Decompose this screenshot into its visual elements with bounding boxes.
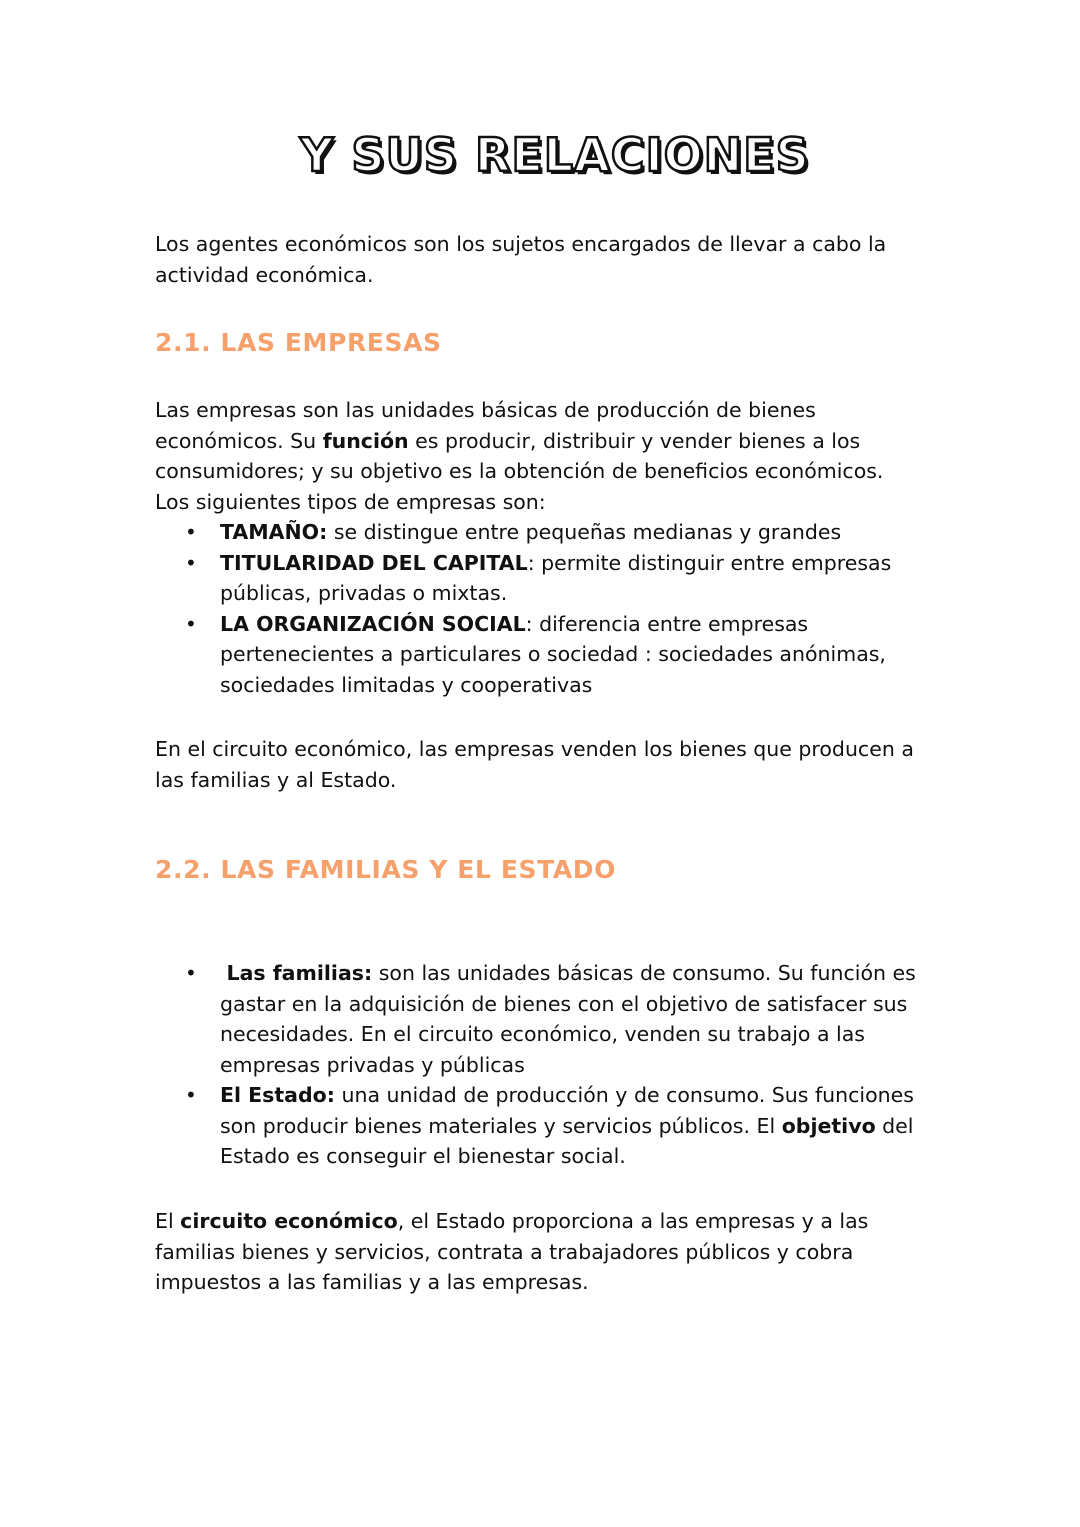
familias-estado-list xyxy=(155,958,935,1172)
bullet-label: TAMAÑO: xyxy=(220,520,328,544)
closing-text-a: El xyxy=(155,1209,181,1233)
bullet-bold-objetivo: objetivo xyxy=(781,1113,876,1138)
bullet-icon: • xyxy=(185,520,197,544)
section-heading-empresas: 2.1. LAS EMPRESAS xyxy=(155,328,442,357)
intro-paragraph: Los agentes económicos son los sujetos encargados de llevar a cabo la actividad económica. xyxy=(155,232,887,287)
bullet-text: : permite distinguir entre empresas públicas, privadas o mixtas. xyxy=(220,550,892,605)
empresas-bold-funcion: función xyxy=(322,428,409,453)
list-item xyxy=(155,609,935,701)
bullet-text: : diferencia entre empresas pertenecientes a particulares o sociedad : sociedades anónimas, sociedades limitadas y cooperativas xyxy=(220,611,886,697)
bullet-text: del Estado es conseguir el bienestar social. xyxy=(220,1113,914,1168)
bullet-icon: • xyxy=(185,1083,197,1107)
bullet-text: una unidad de producción y de consumo. Sus funciones son producir bienes materiales y servicios públicos. El xyxy=(220,1083,914,1138)
familias-estado-closing xyxy=(155,1206,935,1298)
bullet-label: LA ORGANIZACIÓN SOCIAL xyxy=(220,611,526,636)
closing-bold: circuito económico xyxy=(180,1209,398,1233)
bullet-icon: • xyxy=(185,550,197,575)
list-item xyxy=(155,958,935,1080)
empresas-paragraph xyxy=(155,395,935,487)
bullet-text: se distingue entre pequeñas medianas y grandes xyxy=(327,520,842,544)
empresas-closing: En el circuito económico, las empresas venden los bienes que producen a las familias y al Estado. xyxy=(155,737,914,792)
page-title: Y SUS RELACIONES xyxy=(300,128,810,182)
bullet-label: El Estado: xyxy=(220,1083,335,1107)
section-heading-familias-estado: 2.2. LAS FAMILIAS Y EL ESTADO xyxy=(155,855,616,884)
familias-estado-body xyxy=(155,958,935,1172)
empresas-text-b: es producir, distribuir y vender bienes a los consumidores; y su objetivo es la obtención de beneficios económicos. xyxy=(155,428,884,483)
bullet-text: son las unidades básicas de consumo. Su función es gastar en la adquisición de bienes con el objetivo de satisfacer sus necesidades. En el circuito económico, venden su trabajo a las empresas privadas y públicas xyxy=(220,961,916,1077)
list-item xyxy=(155,1080,935,1172)
types-intro: Los siguientes tipos de empresas son: xyxy=(155,489,546,514)
closing-text-b: , el Estado proporciona a las empresas y a las familias bienes y servicios, contrata a trabajadores públicos y cobra impuestos a las familias y a las empresas. xyxy=(155,1209,869,1294)
bullet-icon: • xyxy=(185,611,197,636)
empresas-text-a: Las empresas son las unidades básicas de producción de bienes económicos. Su xyxy=(155,398,816,453)
list-item xyxy=(155,548,935,609)
list-item xyxy=(155,517,935,548)
bullet-label: TITULARIDAD DEL CAPITAL xyxy=(220,550,528,575)
bullet-label: Las familias: xyxy=(226,961,373,985)
empresas-body xyxy=(155,395,935,700)
empresas-types-list xyxy=(155,517,935,700)
bullet-icon: • xyxy=(185,961,197,985)
